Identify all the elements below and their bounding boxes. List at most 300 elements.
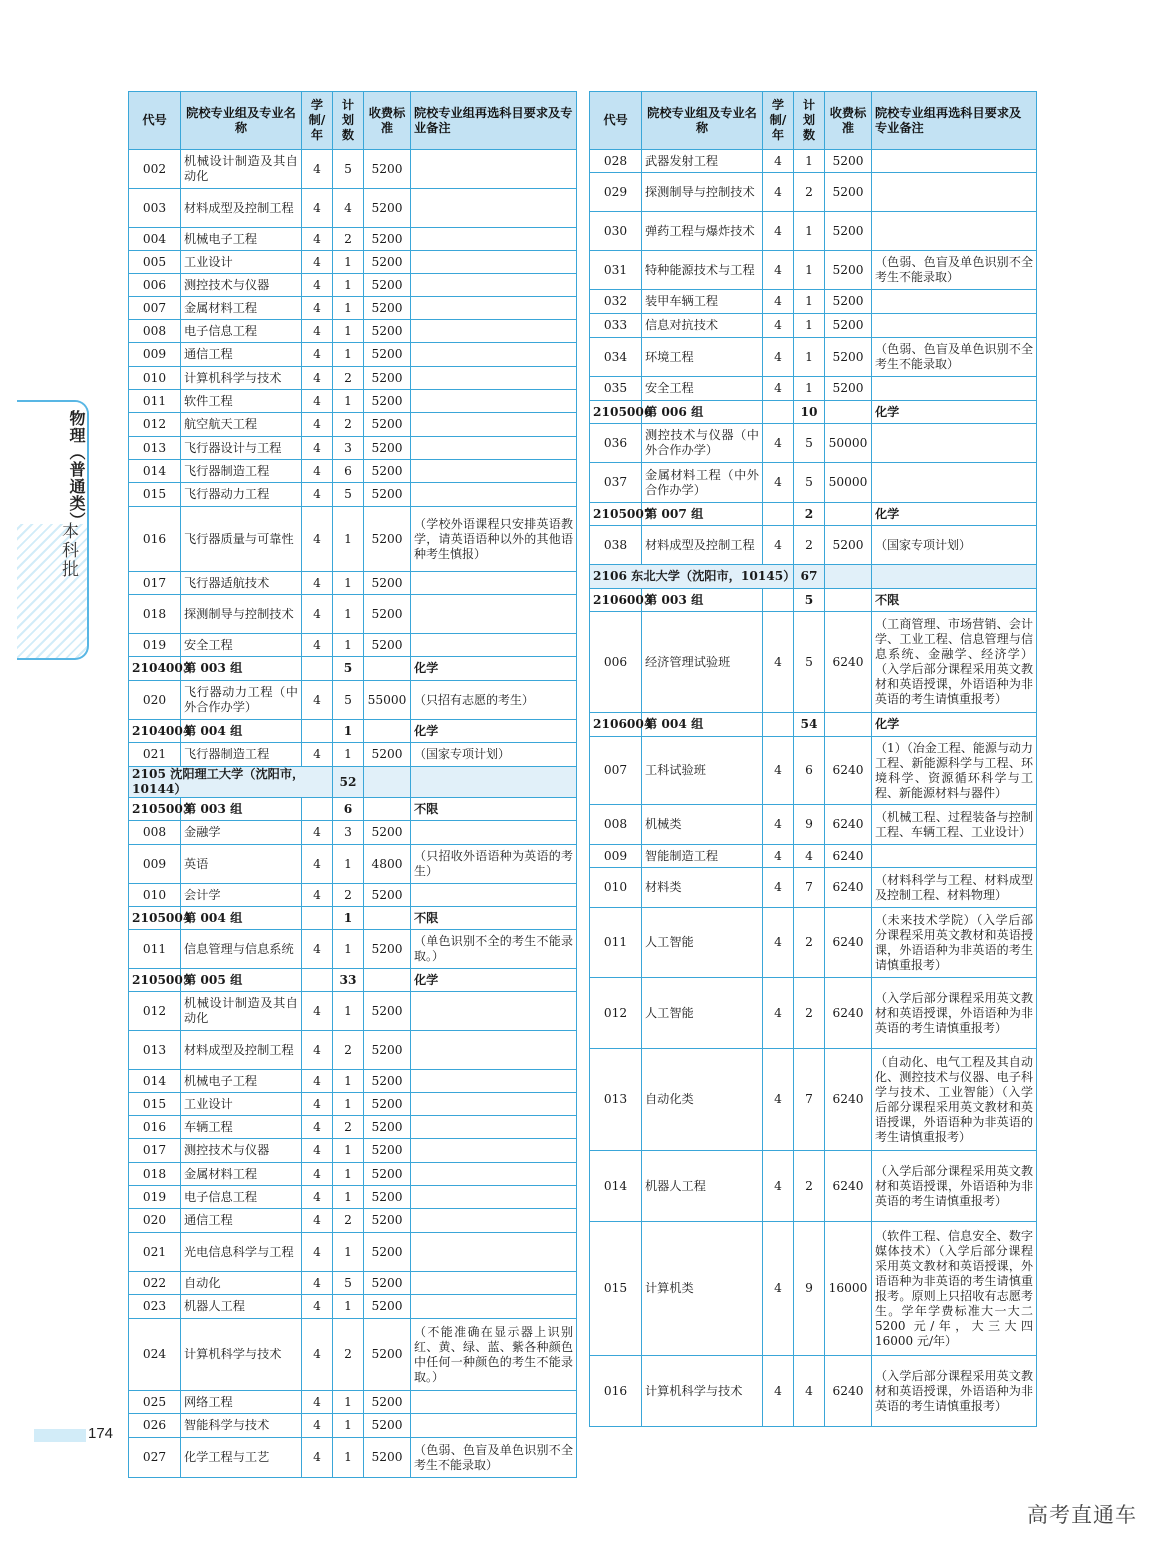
major-code: 013 — [129, 437, 181, 460]
major-note: （机械工程、过程装备与控制工程、车辆工程、工业设计） — [872, 805, 1037, 845]
major-years: 4 — [763, 1222, 794, 1356]
major-years: 4 — [763, 314, 794, 338]
page-number-bar — [34, 1429, 86, 1442]
major-name: 飞行器动力工程 — [181, 483, 302, 507]
major-plan: 1 — [333, 1070, 364, 1093]
major-plan: 1 — [333, 634, 364, 657]
side-tab-subject: 物理（普通类） — [67, 410, 86, 529]
major-years: 4 — [763, 424, 794, 463]
major-years: 4 — [763, 1356, 794, 1427]
major-fee: 5200 — [825, 377, 872, 401]
major-note — [872, 173, 1037, 212]
major-years: 4 — [302, 821, 333, 845]
major-plan: 1 — [794, 377, 825, 401]
group-fee — [825, 589, 872, 612]
major-years: 4 — [302, 1163, 333, 1186]
major-row — [590, 1151, 1037, 1222]
group-name: 第 005 组 — [181, 969, 302, 992]
major-note — [411, 274, 577, 297]
major-row — [129, 228, 577, 251]
major-years: 4 — [302, 1438, 333, 1478]
group-name: 第 003 组 — [181, 798, 302, 821]
major-code: 016 — [129, 507, 181, 572]
group-code: 2106004 — [590, 713, 642, 737]
major-years: 4 — [763, 173, 794, 212]
group-row — [129, 657, 577, 681]
group-fee — [364, 907, 411, 930]
major-row — [129, 821, 577, 845]
major-code: 029 — [590, 173, 642, 212]
major-years: 4 — [763, 868, 794, 908]
major-note: （色弱、色盲及单色识别不全考生不能录取） — [872, 251, 1037, 290]
major-name: 飞行器设计与工程 — [181, 437, 302, 460]
major-note — [411, 437, 577, 460]
major-fee: 16000 — [825, 1222, 872, 1356]
major-row — [129, 413, 577, 437]
major-row — [590, 212, 1037, 251]
major-fee: 6240 — [825, 1049, 872, 1151]
major-plan: 4 — [333, 189, 364, 228]
major-note — [872, 150, 1037, 173]
major-row — [129, 1233, 577, 1272]
major-years: 4 — [302, 1186, 333, 1209]
major-code: 023 — [129, 1295, 181, 1319]
major-years: 4 — [302, 1070, 333, 1093]
major-note: （入学后部分课程采用英文教材和英语授课，外语语种为非英语的考生请慎重报考） — [872, 1151, 1037, 1222]
major-code: 011 — [590, 908, 642, 978]
major-note — [411, 1209, 577, 1233]
major-plan: 2 — [333, 367, 364, 390]
major-years: 4 — [763, 290, 794, 314]
major-plan: 1 — [333, 1139, 364, 1163]
major-years: 4 — [302, 1414, 333, 1438]
major-years: 4 — [302, 1209, 333, 1233]
major-fee: 5200 — [364, 884, 411, 907]
major-row — [590, 1356, 1037, 1427]
major-fee: 5200 — [364, 460, 411, 483]
major-code: 022 — [129, 1272, 181, 1295]
header-fee: 收费标准 — [825, 92, 872, 150]
major-plan: 6 — [333, 460, 364, 483]
major-row — [590, 314, 1037, 338]
major-row — [129, 1295, 577, 1319]
major-name: 通信工程 — [181, 1209, 302, 1233]
major-fee: 5200 — [364, 274, 411, 297]
major-name: 机器人工程 — [642, 1151, 763, 1222]
major-code: 011 — [129, 390, 181, 413]
major-name: 测控技术与仪器（中外合作办学） — [642, 424, 763, 463]
major-name: 信息管理与信息系统 — [181, 930, 302, 969]
major-fee: 5200 — [364, 1295, 411, 1319]
major-row — [129, 930, 577, 969]
major-name: 测控技术与仪器 — [181, 274, 302, 297]
group-name: 第 004 组 — [642, 713, 763, 737]
major-note: （不能准确在显示器上识别红、黄、绿、蓝、紫各种颜色中任何一种颜色的考生不能录取。） — [411, 1319, 577, 1391]
major-plan: 3 — [333, 437, 364, 460]
major-name: 机器人工程 — [181, 1295, 302, 1319]
major-name: 装甲车辆工程 — [642, 290, 763, 314]
group-code: 2105006 — [590, 401, 642, 424]
major-plan: 1 — [333, 1093, 364, 1116]
major-code: 006 — [590, 612, 642, 713]
major-plan: 1 — [333, 1414, 364, 1438]
major-name: 信息对抗技术 — [642, 314, 763, 338]
major-row — [129, 390, 577, 413]
major-fee: 5200 — [364, 1031, 411, 1070]
group-name: 第 004 组 — [181, 907, 302, 930]
major-row — [129, 992, 577, 1031]
major-code: 006 — [129, 274, 181, 297]
major-row — [590, 338, 1037, 377]
group-name: 第 003 组 — [642, 589, 763, 612]
major-note — [411, 1031, 577, 1070]
major-note — [411, 1186, 577, 1209]
major-note: （1）（冶金工程、能源与动力工程、新能源科学与工程、环境科学、资源循环科学与工程、新能源材料与器件） — [872, 737, 1037, 805]
major-code: 010 — [129, 367, 181, 390]
major-code: 020 — [129, 681, 181, 720]
major-name: 金属材料工程 — [181, 297, 302, 320]
major-note: （国家专项计划） — [872, 526, 1037, 565]
major-code: 003 — [129, 189, 181, 228]
group-row — [129, 798, 577, 821]
major-years: 4 — [302, 150, 333, 189]
major-note — [411, 483, 577, 507]
major-years: 4 — [763, 526, 794, 565]
major-note: （入学后部分课程采用英文教材和英语授课，外语语种为非英语的考生请慎重报考） — [872, 1356, 1037, 1427]
major-name: 计算机科学与技术 — [642, 1356, 763, 1427]
major-years: 4 — [302, 437, 333, 460]
major-code: 011 — [129, 930, 181, 969]
major-row — [129, 150, 577, 189]
major-plan: 1 — [333, 1438, 364, 1478]
major-plan: 5 — [794, 424, 825, 463]
major-code: 008 — [129, 821, 181, 845]
major-code: 014 — [129, 460, 181, 483]
major-years: 4 — [302, 930, 333, 969]
major-years: 4 — [302, 1093, 333, 1116]
major-name: 安全工程 — [642, 377, 763, 401]
major-plan: 1 — [333, 1233, 364, 1272]
major-code: 024 — [129, 1319, 181, 1391]
major-note: （色弱、色盲及单色识别不全考生不能录取） — [411, 1438, 577, 1478]
major-fee: 5200 — [364, 437, 411, 460]
major-fee: 6240 — [825, 1151, 872, 1222]
major-name: 通信工程 — [181, 343, 302, 367]
major-years: 4 — [302, 1031, 333, 1070]
major-fee: 5200 — [825, 338, 872, 377]
group-plan: 6 — [333, 798, 364, 821]
major-name: 车辆工程 — [181, 1116, 302, 1139]
group-years — [302, 798, 333, 821]
major-plan: 2 — [333, 413, 364, 437]
major-plan: 1 — [333, 992, 364, 1031]
major-code: 030 — [590, 212, 642, 251]
major-note — [411, 343, 577, 367]
major-fee: 5200 — [364, 150, 411, 189]
major-plan: 2 — [333, 884, 364, 907]
group-requirement: 化学 — [872, 713, 1037, 737]
side-tab-batch: 本科批 — [58, 522, 78, 579]
major-code: 021 — [129, 743, 181, 767]
major-fee: 5200 — [364, 251, 411, 274]
major-row — [129, 681, 577, 720]
major-row — [590, 290, 1037, 314]
major-plan: 1 — [333, 1295, 364, 1319]
major-row — [129, 743, 577, 767]
major-name: 材料成型及控制工程 — [642, 526, 763, 565]
major-row — [129, 595, 577, 634]
major-plan: 7 — [794, 1049, 825, 1151]
major-fee: 5200 — [364, 1209, 411, 1233]
major-name: 材料成型及控制工程 — [181, 1031, 302, 1070]
major-code: 015 — [129, 1093, 181, 1116]
major-code: 007 — [129, 297, 181, 320]
major-note: （只招有志愿的考生） — [411, 681, 577, 720]
major-name: 环境工程 — [642, 338, 763, 377]
major-years: 4 — [302, 595, 333, 634]
group-plan: 1 — [333, 720, 364, 743]
major-fee: 5200 — [364, 595, 411, 634]
major-code: 019 — [129, 634, 181, 657]
major-plan: 5 — [794, 463, 825, 503]
group-fee — [825, 713, 872, 737]
major-fee: 5200 — [364, 320, 411, 343]
major-note: （国家专项计划） — [411, 743, 577, 767]
major-fee: 5200 — [364, 1391, 411, 1414]
major-plan: 1 — [333, 390, 364, 413]
major-plan: 1 — [333, 251, 364, 274]
major-row — [129, 189, 577, 228]
major-code: 004 — [129, 228, 181, 251]
major-fee: 6240 — [825, 1356, 872, 1427]
major-row — [129, 634, 577, 657]
major-years: 4 — [763, 377, 794, 401]
major-name: 自动化 — [181, 1272, 302, 1295]
major-name: 飞行器适航技术 — [181, 572, 302, 595]
group-fee — [364, 657, 411, 681]
major-plan: 2 — [333, 1209, 364, 1233]
major-row — [129, 483, 577, 507]
group-years — [763, 589, 794, 612]
major-name: 探测制导与控制技术 — [642, 173, 763, 212]
major-name: 智能科学与技术 — [181, 1414, 302, 1438]
major-note — [411, 251, 577, 274]
header-name: 院校专业组及专业名称 — [642, 92, 763, 150]
major-fee: 5200 — [364, 1139, 411, 1163]
major-fee: 5200 — [364, 413, 411, 437]
major-code: 009 — [590, 845, 642, 868]
major-fee: 5200 — [825, 314, 872, 338]
major-fee: 6240 — [825, 845, 872, 868]
major-years: 4 — [302, 1139, 333, 1163]
major-row — [590, 526, 1037, 565]
major-plan: 1 — [794, 290, 825, 314]
group-years — [763, 713, 794, 737]
major-row — [129, 1163, 577, 1186]
major-note: （只招收外语语种为英语的考生） — [411, 845, 577, 884]
group-requirement: 不限 — [411, 798, 577, 821]
major-row — [129, 1414, 577, 1438]
major-code: 012 — [590, 978, 642, 1049]
major-name: 人工智能 — [642, 978, 763, 1049]
school-plan: 52 — [333, 767, 364, 798]
major-fee: 5200 — [364, 1070, 411, 1093]
school-fee — [825, 565, 872, 589]
major-name: 人工智能 — [642, 908, 763, 978]
major-plan: 1 — [333, 343, 364, 367]
major-code: 031 — [590, 251, 642, 290]
major-name: 机械电子工程 — [181, 1070, 302, 1093]
major-code: 032 — [590, 290, 642, 314]
major-years: 4 — [302, 992, 333, 1031]
group-code: 2105007 — [590, 503, 642, 526]
group-row — [590, 589, 1037, 612]
major-years: 4 — [763, 805, 794, 845]
major-row — [129, 1139, 577, 1163]
major-note — [872, 463, 1037, 503]
group-row — [590, 401, 1037, 424]
major-code: 035 — [590, 377, 642, 401]
major-row — [590, 1049, 1037, 1151]
major-code: 010 — [590, 868, 642, 908]
header-plan: 计划数 — [794, 92, 825, 150]
major-code: 015 — [129, 483, 181, 507]
major-plan: 2 — [794, 1151, 825, 1222]
major-plan: 1 — [794, 338, 825, 377]
major-code: 034 — [590, 338, 642, 377]
major-code: 019 — [129, 1186, 181, 1209]
major-row — [129, 1116, 577, 1139]
major-code: 009 — [129, 343, 181, 367]
major-name: 金属材料工程（中外合作办学） — [642, 463, 763, 503]
major-row — [129, 1272, 577, 1295]
major-name: 工科试验班 — [642, 737, 763, 805]
major-name: 经济管理试验班 — [642, 612, 763, 713]
group-plan: 54 — [794, 713, 825, 737]
major-years: 4 — [302, 743, 333, 767]
major-code: 017 — [129, 572, 181, 595]
major-row — [590, 424, 1037, 463]
group-plan: 33 — [333, 969, 364, 992]
major-years: 4 — [302, 297, 333, 320]
group-row — [590, 713, 1037, 737]
major-code: 017 — [129, 1139, 181, 1163]
major-fee: 6240 — [825, 737, 872, 805]
major-note — [411, 595, 577, 634]
group-years — [763, 401, 794, 424]
group-years — [302, 969, 333, 992]
major-fee: 5200 — [364, 930, 411, 969]
major-name: 飞行器制造工程 — [181, 460, 302, 483]
major-code: 008 — [590, 805, 642, 845]
major-years: 4 — [763, 1151, 794, 1222]
header-code: 代号 — [590, 92, 642, 150]
group-code: 2106003 — [590, 589, 642, 612]
major-fee: 5200 — [364, 343, 411, 367]
major-plan: 2 — [794, 173, 825, 212]
group-row — [590, 503, 1037, 526]
major-plan: 2 — [794, 908, 825, 978]
group-name: 第 007 组 — [642, 503, 763, 526]
major-note — [411, 413, 577, 437]
major-name: 工业设计 — [181, 1093, 302, 1116]
major-row — [129, 460, 577, 483]
major-note — [411, 821, 577, 845]
major-note — [411, 367, 577, 390]
major-plan: 4 — [794, 1356, 825, 1427]
major-years: 4 — [763, 338, 794, 377]
major-plan: 1 — [794, 150, 825, 173]
major-name: 航空航天工程 — [181, 413, 302, 437]
major-name: 工业设计 — [181, 251, 302, 274]
major-row — [590, 612, 1037, 713]
major-note — [411, 150, 577, 189]
major-plan: 1 — [333, 297, 364, 320]
major-plan: 1 — [333, 320, 364, 343]
major-fee: 55000 — [364, 681, 411, 720]
major-name: 特种能源技术与工程 — [642, 251, 763, 290]
major-code: 018 — [129, 1163, 181, 1186]
group-code: 2104003 — [129, 657, 181, 681]
major-years: 4 — [302, 390, 333, 413]
major-note — [872, 424, 1037, 463]
group-plan: 1 — [333, 907, 364, 930]
major-row — [590, 150, 1037, 173]
major-name: 电子信息工程 — [181, 1186, 302, 1209]
major-code: 026 — [129, 1414, 181, 1438]
major-fee: 5200 — [825, 212, 872, 251]
major-fee: 5200 — [364, 1272, 411, 1295]
major-plan: 1 — [333, 1391, 364, 1414]
major-years: 4 — [763, 845, 794, 868]
group-name: 第 004 组 — [181, 720, 302, 743]
group-requirement: 化学 — [872, 401, 1037, 424]
major-code: 005 — [129, 251, 181, 274]
major-years: 4 — [302, 251, 333, 274]
major-code: 021 — [129, 1233, 181, 1272]
major-row — [590, 377, 1037, 401]
major-plan: 1 — [794, 314, 825, 338]
header-note: 院校专业组再选科目要求及专业备注 — [411, 92, 577, 150]
major-name: 机械设计制造及其自动化 — [181, 150, 302, 189]
major-name: 网络工程 — [181, 1391, 302, 1414]
major-row — [129, 320, 577, 343]
major-row — [590, 463, 1037, 503]
major-note: （软件工程、信息安全、数字媒体技术）（入学后部分课程采用英文教材和英语授课，外语语种为非英语的考生请慎重报考。原则上只招收有志愿考生。学年学费标准大一大二 5200 元/年，大三大四 16000 元/年） — [872, 1222, 1037, 1356]
major-code: 036 — [590, 424, 642, 463]
major-row — [590, 908, 1037, 978]
major-name: 武器发射工程 — [642, 150, 763, 173]
major-plan: 1 — [333, 1186, 364, 1209]
major-name: 智能制造工程 — [642, 845, 763, 868]
major-row — [129, 1186, 577, 1209]
group-requirement: 化学 — [872, 503, 1037, 526]
major-row — [129, 572, 577, 595]
major-fee: 50000 — [825, 424, 872, 463]
major-note — [411, 572, 577, 595]
major-name: 飞行器动力工程（中外合作办学） — [181, 681, 302, 720]
header-name: 院校专业组及专业名称 — [181, 92, 302, 150]
major-plan: 1 — [333, 595, 364, 634]
major-fee: 5200 — [364, 483, 411, 507]
school-plan: 67 — [794, 565, 825, 589]
major-years: 4 — [302, 634, 333, 657]
major-years: 4 — [302, 189, 333, 228]
school-fee — [364, 767, 411, 798]
major-name: 自动化类 — [642, 1049, 763, 1151]
major-code: 018 — [129, 595, 181, 634]
major-fee: 5200 — [364, 189, 411, 228]
